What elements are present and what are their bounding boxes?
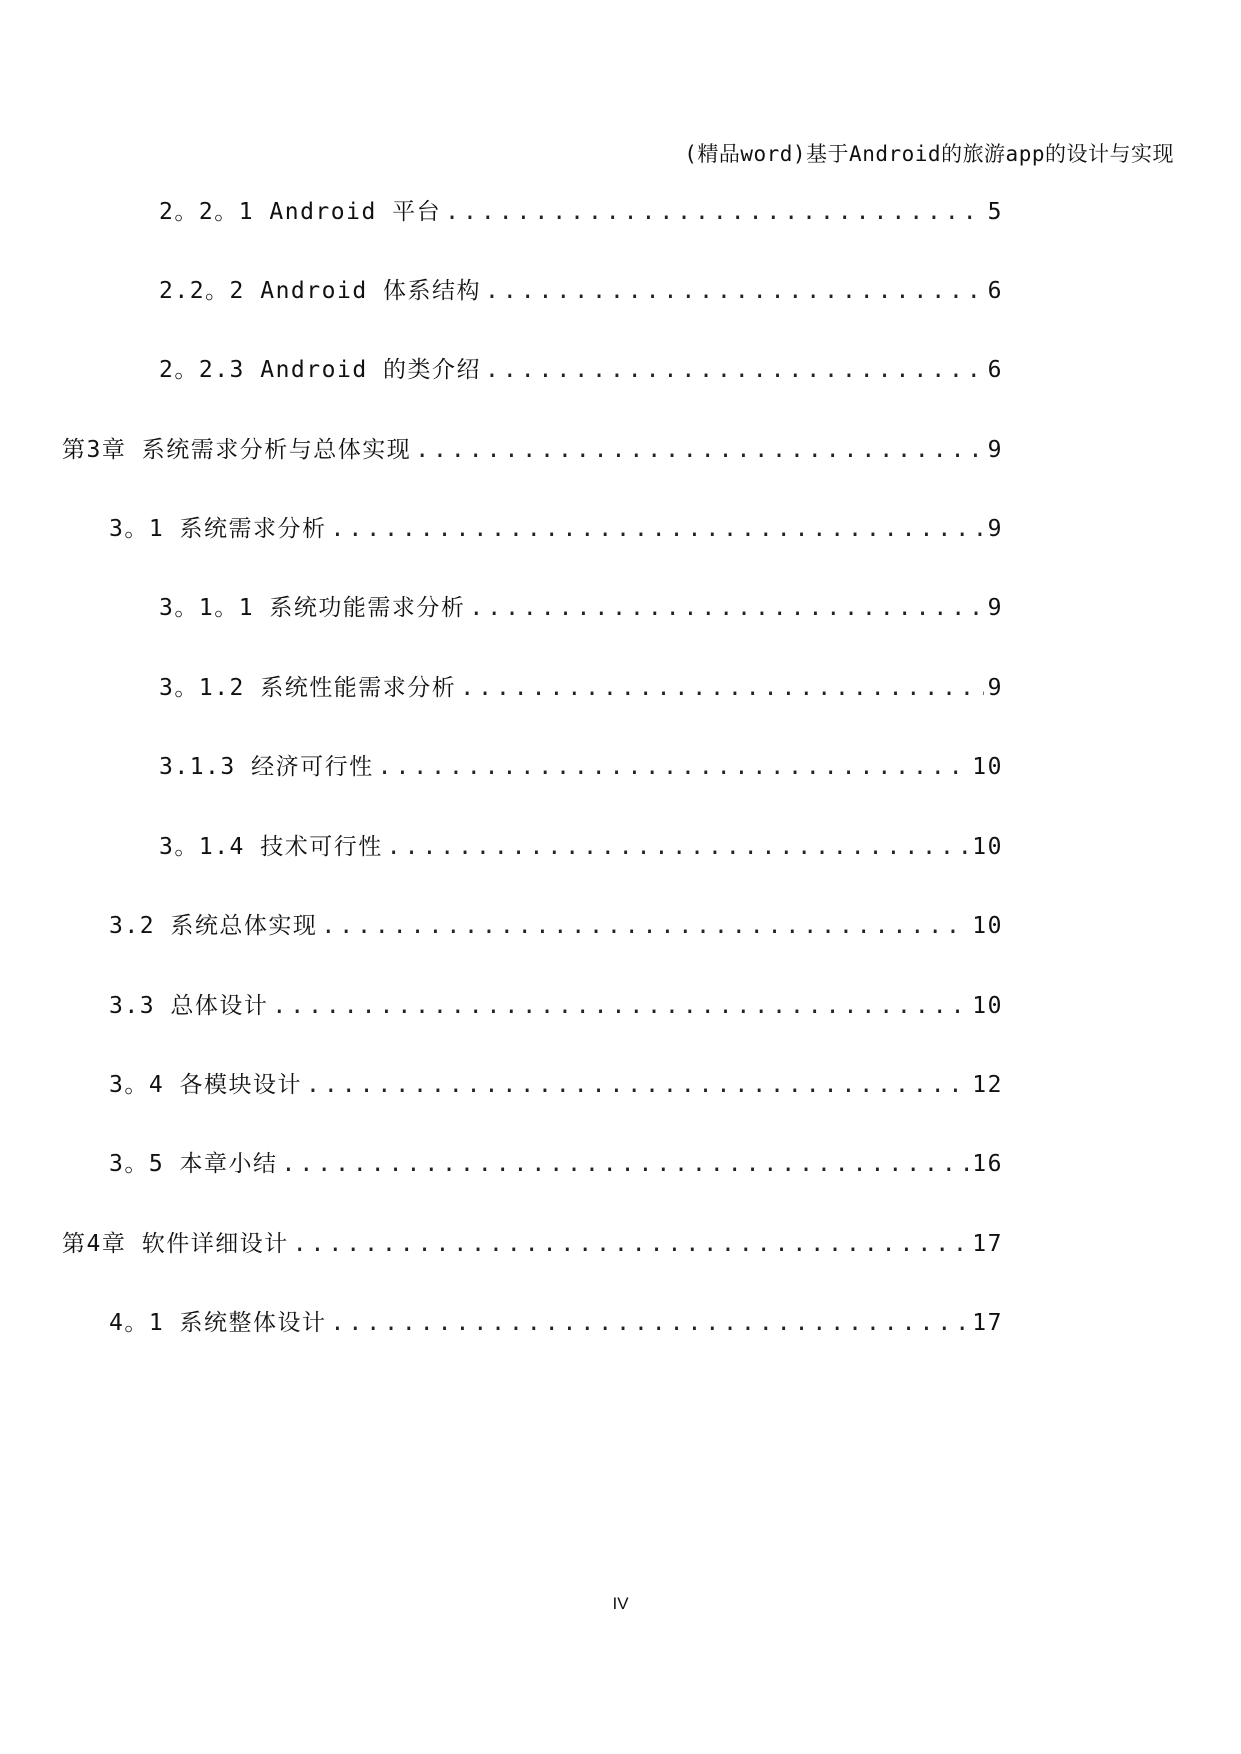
toc-dot-leader: [387, 834, 969, 860]
toc-entry-line: [159, 589, 1003, 623]
toc-entry[interactable]: [0, 351, 1241, 385]
toc-entry-title: 3.3 总体设计: [109, 993, 269, 1019]
toc-dot-leader: [331, 516, 984, 542]
toc-entry-page: 9: [987, 437, 1003, 463]
toc-dot-leader: [331, 1310, 969, 1336]
toc-entry-title: 第4章 软件详细设计: [62, 1231, 289, 1257]
toc-entry-line: [62, 1225, 1003, 1259]
toc-entry-page: 9: [987, 516, 1003, 542]
toc-entry-line: [159, 351, 1003, 385]
toc-dot-leader: [378, 754, 969, 780]
document-header: (精品word)基于Android的旅游app的设计与实现: [684, 142, 1174, 166]
toc-entry-page: 17: [972, 1231, 1003, 1257]
toc-entry-line: [159, 193, 1003, 227]
toc-entry[interactable]: [0, 1304, 1241, 1338]
toc-dot-leader: [321, 913, 968, 939]
toc-entry-line: [109, 907, 1003, 941]
toc-entry[interactable]: [0, 828, 1241, 862]
toc-entry-title: 4。1 系统整体设计: [109, 1310, 327, 1336]
toc-entry-line: [62, 431, 1003, 465]
toc-entry[interactable]: [0, 1225, 1241, 1259]
toc-entry[interactable]: [0, 1066, 1241, 1100]
toc-entry-page: 10: [972, 913, 1003, 939]
toc-dot-leader: [415, 437, 983, 463]
toc-dot-leader: [272, 993, 968, 1019]
toc-entry[interactable]: [0, 193, 1241, 227]
toc-entry-title: 3.1.3 经济可行性: [159, 754, 374, 780]
toc-entry-title: 3。1。1 系统功能需求分析: [159, 595, 466, 621]
toc-entry-page: 9: [987, 595, 1003, 621]
toc-dot-leader: [293, 1231, 969, 1257]
toc-entry-page: 5: [987, 199, 1003, 225]
toc-entry-title: 2.2。2 Android 体系结构: [159, 278, 482, 304]
toc-entry[interactable]: [0, 1145, 1241, 1179]
toc-entry-line: [109, 1304, 1003, 1338]
toc-dot-leader: [485, 278, 984, 304]
toc-entry-title: 3。1 系统需求分析: [109, 516, 327, 542]
toc-entry[interactable]: [0, 431, 1241, 465]
toc-entry-page: 10: [972, 993, 1003, 1019]
toc-dot-leader: [282, 1151, 969, 1177]
toc-entry-title: 2。2.3 Android 的类介绍: [159, 357, 482, 383]
toc-entry-title: 第3章 系统需求分析与总体实现: [62, 437, 412, 463]
toc-entry-page: 9: [987, 675, 1003, 701]
toc-entry-line: [109, 510, 1003, 544]
toc-entry-line: [159, 828, 1003, 862]
toc-entry[interactable]: [0, 907, 1241, 941]
toc-entry-title: 3。5 本章小结: [109, 1151, 278, 1177]
toc-entry[interactable]: [0, 510, 1241, 544]
toc-dot-leader: [485, 357, 984, 383]
toc-entry-line: [159, 272, 1003, 306]
toc-entry-page: 10: [972, 834, 1003, 860]
toc-entry-line: [159, 669, 1003, 703]
toc-entry-page: 6: [987, 357, 1003, 383]
toc-entry-title: 3.2 系统总体实现: [109, 913, 318, 939]
toc-entry-title: 3。4 各模块设计: [109, 1072, 303, 1098]
toc-entry-page: 10: [972, 754, 1003, 780]
toc-entry[interactable]: [0, 748, 1241, 782]
toc-dot-leader: [469, 595, 983, 621]
toc-entry[interactable]: [0, 272, 1241, 306]
toc-entry-line: [159, 748, 1003, 782]
page-number: IV: [612, 1594, 629, 1613]
toc-entry-page: 6: [987, 278, 1003, 304]
toc-entry[interactable]: [0, 987, 1241, 1021]
toc-dot-leader: [445, 199, 983, 225]
toc-entry-line: [109, 1145, 1003, 1179]
toc-entry-title: 3。1.2 系统性能需求分析: [159, 675, 457, 701]
toc-dot-leader: [460, 675, 983, 701]
toc-entry-title: 3。1.4 技术可行性: [159, 834, 383, 860]
toc-entry-line: [109, 987, 1003, 1021]
toc-entry-page: 17: [972, 1310, 1003, 1336]
toc-entry-line: [109, 1066, 1003, 1100]
toc-dot-leader: [306, 1072, 968, 1098]
toc-entry-title: 2。2。1 Android 平台: [159, 199, 442, 225]
toc-entry[interactable]: [0, 589, 1241, 623]
toc-entry[interactable]: [0, 669, 1241, 703]
toc-entry-page: 16: [972, 1151, 1003, 1177]
toc-entry-page: 12: [972, 1072, 1003, 1098]
